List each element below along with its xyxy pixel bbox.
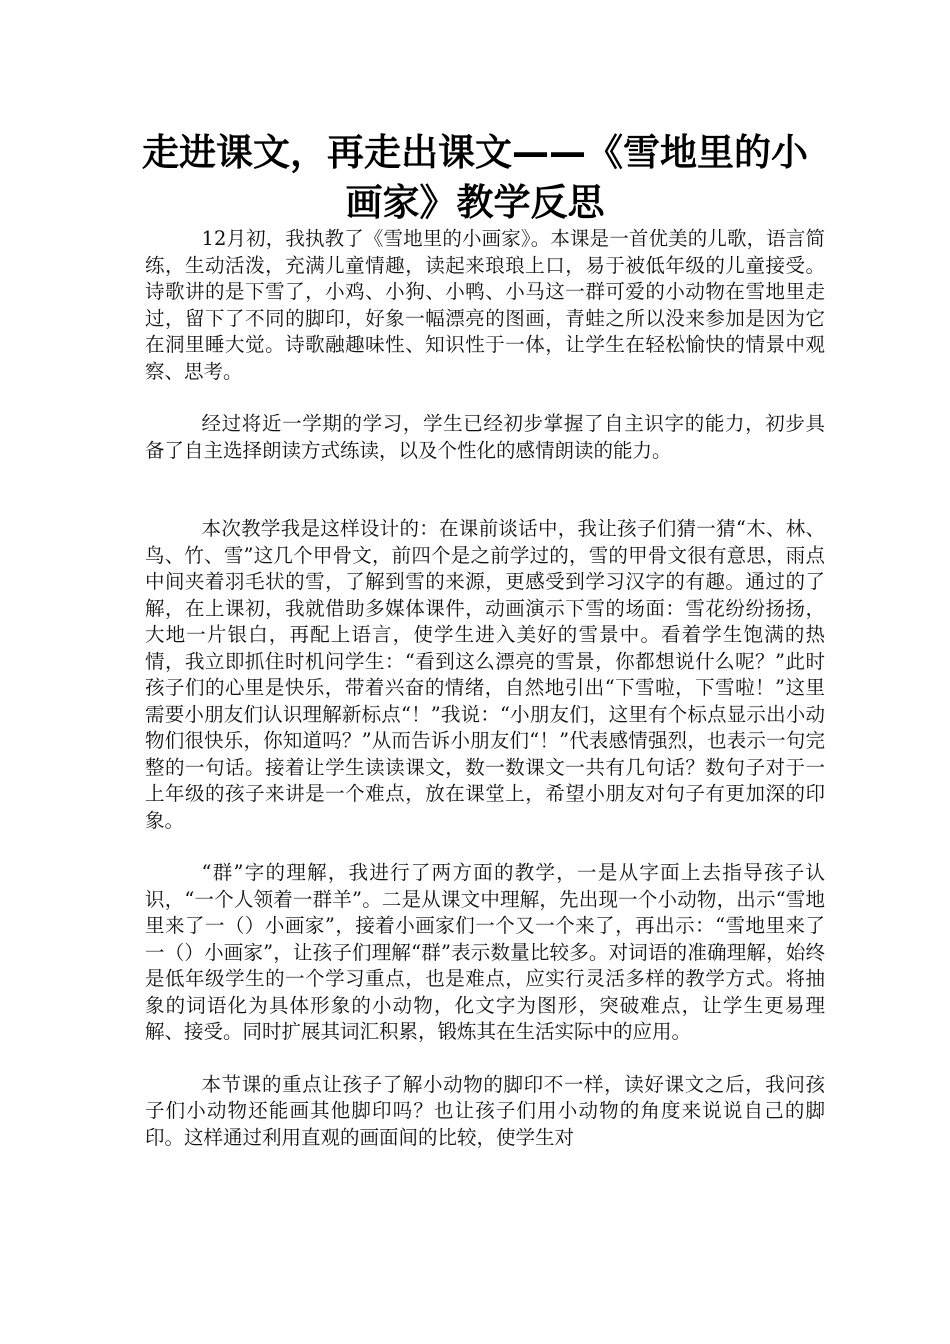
paragraph-spacer xyxy=(145,385,825,411)
paragraph-footprints: 本节课的重点让孩子了解小动物的脚印不一样，读好课文之后，我问孩子们小动物还能画其他脚印吗？也让孩子们用小动物的角度来说说自己的脚印。这样通过利用直观的画面间的比较，使学生对 xyxy=(145,1072,825,1149)
paragraph-intro: 12月初，我执教了《雪地里的小画家》。本课是一首优美的儿歌，语言简练，生动活泼，充满儿童情趣，读起来琅琅上口，易于被低年级的儿童接受。诗歌讲的是下雪了，小鸡、小狗、小鸭、小马这一群可爱的小动物在雪地里走过，留下了不同的脚印，好象一幅漂亮的图画，青蛙之所以没来参加是因为它在洞里睡大觉。诗歌融趣味性、知识性于一体，让学生在轻松愉快的情景中观察、思考。 xyxy=(145,227,825,383)
document-title: 走进课文，再走出课文——《雪地里的小画家》教学反思 xyxy=(142,131,808,224)
document-body xyxy=(145,226,825,1151)
paragraph-student-ability: 经过将近一学期的学习，学生已经初步掌握了自主识字的能力，初步具备了自主选择朗读方式练读，以及个性化的感情朗读的能力。 xyxy=(145,412,825,462)
paragraph-qun-character: “群”字的理解，我进行了两方面的教学，一是从字面上去指导孩子认识，“一个人领着一群羊”。二是从课文中理解，先出现一个小动物，出示“雪地里来了一（）小画家”，接着小画家们一个又一个来了，再出示：“雪地里来了一（）小画家”，让孩子们理解“群”表示数量比较多。对词语的准确理解，始终是低年级学生的一个学习重点，也是难点，应实行灵活多样的教学方式。将抽象的词语化为具体形象的小动物，化文字为图形，突破难点，让学生更易理解、接受。同时扩展其词汇积累，锻炼其在生活实际中的应用。 xyxy=(145,861,825,1043)
paragraph-spacer xyxy=(145,1046,825,1072)
paragraph-spacer xyxy=(145,464,825,516)
paragraph-lesson-design: 本次教学我是这样设计的：在课前谈话中，我让孩子们猜一猜“木、林、鸟、竹、雪”这几个甲骨文，前四个是之前学过的，雪的甲骨文很有意思，雨点中间夹着羽毛状的雪，了解到雪的来源，更感受到学习汉字的有趣。通过的了解，在上课初，我就借助多媒体课件，动画演示下雪的场面：雪花纷纷扬扬，大地一片银白，再配上语言，使学生进入美好的雪景中。看着学生饱满的热情，我立即抓住时机问学生：“看到这么漂亮的雪景，你都想说什么呢？”此时孩子们的心里是快乐，带着兴奋的情绪，自然地引出“下雪啦，下雪啦！”这里需要小朋友们认识理解新标点“！”我说：“小朋友们，这里有个标点显示出小动物们很快乐，你知道吗？”从而告诉小朋友们“！”代表感情强烈，也表示一句完整的一句话。接着让学生读读课文，数一数课文一共有几句话？数句子对于一上年级的孩子来讲是一个难点，放在课堂上，希望小朋友对句子有更加深的印象。 xyxy=(145,517,825,832)
paragraph-spacer xyxy=(145,834,825,860)
